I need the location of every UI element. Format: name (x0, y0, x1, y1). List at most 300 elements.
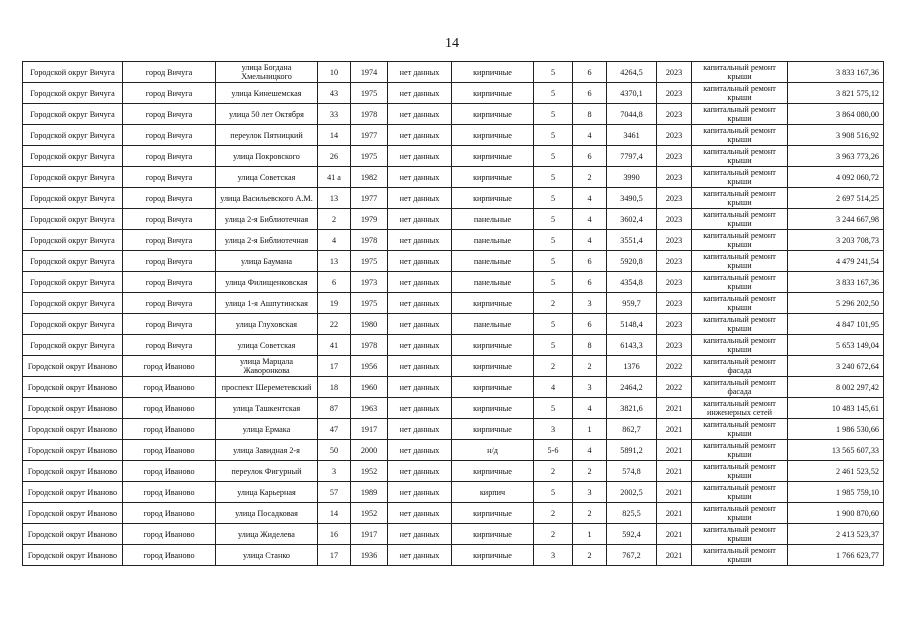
cost-cell: 3 833 167,36 (788, 62, 884, 83)
status-cell: нет данных (388, 461, 452, 482)
wall-material-cell: н/д (452, 440, 534, 461)
area-cell: 1376 (607, 356, 657, 377)
wall-material-cell: кирпичные (452, 62, 534, 83)
municipality-cell: Городской округ Иваново (23, 377, 123, 398)
housing-repair-table (22, 61, 884, 566)
house-number-cell: 57 (318, 482, 351, 503)
repair-year-cell: 2023 (657, 251, 692, 272)
house-number-cell: 18 (318, 377, 351, 398)
repair-year-cell: 2023 (657, 125, 692, 146)
floors-cell: 2 (534, 524, 573, 545)
floors-cell: 4 (534, 377, 573, 398)
house-number-cell: 43 (318, 83, 351, 104)
floors-cell: 5-6 (534, 440, 573, 461)
repair-year-cell: 2023 (657, 83, 692, 104)
cost-cell: 10 483 145,61 (788, 398, 884, 419)
municipality-cell: Городской округ Иваново (23, 461, 123, 482)
year-built-cell: 1979 (351, 209, 388, 230)
repair-year-cell: 2021 (657, 440, 692, 461)
repair-year-cell: 2021 (657, 482, 692, 503)
cost-cell: 2 413 523,37 (788, 524, 884, 545)
status-cell: нет данных (388, 482, 452, 503)
table-row (23, 125, 884, 146)
repair-year-cell: 2023 (657, 209, 692, 230)
street-cell: переулок Фигурный (216, 461, 318, 482)
status-cell: нет данных (388, 314, 452, 335)
floors-cell: 5 (534, 272, 573, 293)
repair-year-cell: 2023 (657, 335, 692, 356)
municipality-cell: Городской округ Иваново (23, 398, 123, 419)
work-type-cell: капитальный ремонт фасада (692, 377, 788, 398)
year-built-cell: 1952 (351, 461, 388, 482)
entrances-cell: 6 (573, 314, 607, 335)
area-cell: 2464,2 (607, 377, 657, 398)
house-number-cell: 17 (318, 356, 351, 377)
repair-year-cell: 2021 (657, 419, 692, 440)
repair-year-cell: 2023 (657, 314, 692, 335)
year-built-cell: 1978 (351, 230, 388, 251)
area-cell: 825,5 (607, 503, 657, 524)
year-built-cell: 1952 (351, 503, 388, 524)
entrances-cell: 2 (573, 503, 607, 524)
locality-cell: город Иваново (123, 377, 216, 398)
wall-material-cell: кирпичные (452, 188, 534, 209)
wall-material-cell: кирпичные (452, 524, 534, 545)
locality-cell: город Иваново (123, 503, 216, 524)
year-built-cell: 1975 (351, 293, 388, 314)
cost-cell: 3 908 516,92 (788, 125, 884, 146)
house-number-cell: 41 а (318, 167, 351, 188)
work-type-cell: капитальный ремонт крыши (692, 251, 788, 272)
locality-cell: город Вичуга (123, 125, 216, 146)
street-cell: улица Баумана (216, 251, 318, 272)
municipality-cell: Городской округ Иваново (23, 524, 123, 545)
area-cell: 2002,5 (607, 482, 657, 503)
year-built-cell: 1977 (351, 188, 388, 209)
locality-cell: город Иваново (123, 419, 216, 440)
work-type-cell: капитальный ремонт крыши (692, 83, 788, 104)
entrances-cell: 2 (573, 167, 607, 188)
repair-year-cell: 2021 (657, 398, 692, 419)
status-cell: нет данных (388, 356, 452, 377)
area-cell: 4370,1 (607, 83, 657, 104)
cost-cell: 1 985 759,10 (788, 482, 884, 503)
municipality-cell: Городской округ Вичуга (23, 251, 123, 272)
street-cell: улица Советская (216, 335, 318, 356)
wall-material-cell: кирпичные (452, 419, 534, 440)
table-row (23, 230, 884, 251)
status-cell: нет данных (388, 125, 452, 146)
wall-material-cell: кирпичные (452, 398, 534, 419)
year-built-cell: 1978 (351, 104, 388, 125)
wall-material-cell: панельные (452, 209, 534, 230)
house-number-cell: 16 (318, 524, 351, 545)
repair-year-cell: 2023 (657, 104, 692, 125)
area-cell: 4354,8 (607, 272, 657, 293)
work-type-cell: капитальный ремонт крыши (692, 314, 788, 335)
year-built-cell: 1975 (351, 251, 388, 272)
table-row (23, 503, 884, 524)
municipality-cell: Городской округ Вичуга (23, 146, 123, 167)
house-number-cell: 14 (318, 503, 351, 524)
area-cell: 959,7 (607, 293, 657, 314)
table-row (23, 146, 884, 167)
floors-cell: 5 (534, 62, 573, 83)
table-row (23, 545, 884, 566)
street-cell: улица Карьерная (216, 482, 318, 503)
work-type-cell: капитальный ремонт крыши (692, 272, 788, 293)
wall-material-cell: кирпичные (452, 377, 534, 398)
area-cell: 862,7 (607, 419, 657, 440)
cost-cell: 2 461 523,52 (788, 461, 884, 482)
street-cell: улица 2-я Библиотечная (216, 230, 318, 251)
municipality-cell: Городской округ Вичуга (23, 104, 123, 125)
table-row (23, 398, 884, 419)
status-cell: нет данных (388, 62, 452, 83)
work-type-cell: капитальный ремонт крыши (692, 209, 788, 230)
floors-cell: 3 (534, 545, 573, 566)
cost-cell: 3 203 708,73 (788, 230, 884, 251)
municipality-cell: Городской округ Иваново (23, 356, 123, 377)
cost-cell: 4 479 241,54 (788, 251, 884, 272)
area-cell: 3602,4 (607, 209, 657, 230)
work-type-cell: капитальный ремонт крыши (692, 545, 788, 566)
locality-cell: город Вичуга (123, 104, 216, 125)
wall-material-cell: кирпичные (452, 83, 534, 104)
municipality-cell: Городской округ Вичуга (23, 293, 123, 314)
house-number-cell: 47 (318, 419, 351, 440)
status-cell: нет данных (388, 83, 452, 104)
area-cell: 574,8 (607, 461, 657, 482)
entrances-cell: 4 (573, 125, 607, 146)
work-type-cell: капитальный ремонт инженерных сетей (692, 398, 788, 419)
wall-material-cell: кирпичные (452, 146, 534, 167)
entrances-cell: 8 (573, 335, 607, 356)
entrances-cell: 6 (573, 272, 607, 293)
municipality-cell: Городской округ Иваново (23, 482, 123, 503)
status-cell: нет данных (388, 293, 452, 314)
house-number-cell: 2 (318, 209, 351, 230)
repair-year-cell: 2023 (657, 62, 692, 83)
house-number-cell: 22 (318, 314, 351, 335)
street-cell: улица Покровского (216, 146, 318, 167)
municipality-cell: Городской округ Вичуга (23, 272, 123, 293)
house-number-cell: 17 (318, 545, 351, 566)
municipality-cell: Городской округ Вичуга (23, 209, 123, 230)
cost-cell: 5 296 202,50 (788, 293, 884, 314)
locality-cell: город Вичуга (123, 251, 216, 272)
entrances-cell: 6 (573, 251, 607, 272)
status-cell: нет данных (388, 230, 452, 251)
floors-cell: 5 (534, 104, 573, 125)
municipality-cell: Городской округ Иваново (23, 440, 123, 461)
street-cell: улица 2-я Библиотечная (216, 209, 318, 230)
municipality-cell: Городской округ Вичуга (23, 167, 123, 188)
locality-cell: город Вичуга (123, 167, 216, 188)
table-row (23, 272, 884, 293)
street-cell: улица Станко (216, 545, 318, 566)
locality-cell: город Вичуга (123, 209, 216, 230)
repair-year-cell: 2023 (657, 230, 692, 251)
year-built-cell: 1936 (351, 545, 388, 566)
municipality-cell: Городской округ Вичуга (23, 83, 123, 104)
status-cell: нет данных (388, 377, 452, 398)
area-cell: 3551,4 (607, 230, 657, 251)
year-built-cell: 1975 (351, 83, 388, 104)
entrances-cell: 3 (573, 377, 607, 398)
table-row (23, 335, 884, 356)
work-type-cell: капитальный ремонт крыши (692, 335, 788, 356)
wall-material-cell: кирпич (452, 482, 534, 503)
floors-cell: 5 (534, 398, 573, 419)
page-number: 14 (445, 36, 459, 51)
cost-cell: 3 833 167,36 (788, 272, 884, 293)
street-cell: улица 50 лет Октября (216, 104, 318, 125)
street-cell: улица Кинешемская (216, 83, 318, 104)
table-row (23, 188, 884, 209)
year-built-cell: 2000 (351, 440, 388, 461)
house-number-cell: 26 (318, 146, 351, 167)
cost-cell: 8 002 297,42 (788, 377, 884, 398)
floors-cell: 5 (534, 251, 573, 272)
table-row (23, 293, 884, 314)
street-cell: улица Богдана Хмельницкого (216, 62, 318, 83)
area-cell: 3490,5 (607, 188, 657, 209)
street-cell: улица Завидная 2-я (216, 440, 318, 461)
table-row (23, 62, 884, 83)
work-type-cell: капитальный ремонт крыши (692, 167, 788, 188)
status-cell: нет данных (388, 440, 452, 461)
status-cell: нет данных (388, 524, 452, 545)
floors-cell: 5 (534, 209, 573, 230)
entrances-cell: 6 (573, 83, 607, 104)
street-cell: улица Жиделева (216, 524, 318, 545)
wall-material-cell: кирпичные (452, 125, 534, 146)
street-cell: улица Ташкентская (216, 398, 318, 419)
repair-year-cell: 2021 (657, 524, 692, 545)
work-type-cell: капитальный ремонт крыши (692, 419, 788, 440)
table-row (23, 83, 884, 104)
floors-cell: 2 (534, 461, 573, 482)
floors-cell: 2 (534, 503, 573, 524)
locality-cell: город Иваново (123, 545, 216, 566)
street-cell: улица Советская (216, 167, 318, 188)
work-type-cell: капитальный ремонт крыши (692, 440, 788, 461)
table-row (23, 482, 884, 503)
entrances-cell: 4 (573, 440, 607, 461)
street-cell: улица Посадковая (216, 503, 318, 524)
wall-material-cell: кирпичные (452, 293, 534, 314)
house-number-cell: 14 (318, 125, 351, 146)
wall-material-cell: панельные (452, 272, 534, 293)
floors-cell: 5 (534, 167, 573, 188)
house-number-cell: 4 (318, 230, 351, 251)
locality-cell: город Вичуга (123, 335, 216, 356)
floors-cell: 5 (534, 314, 573, 335)
table-row (23, 440, 884, 461)
wall-material-cell: кирпичные (452, 104, 534, 125)
locality-cell: город Иваново (123, 440, 216, 461)
table-body (23, 62, 884, 566)
status-cell: нет данных (388, 188, 452, 209)
year-built-cell: 1917 (351, 419, 388, 440)
locality-cell: город Иваново (123, 461, 216, 482)
wall-material-cell: панельные (452, 314, 534, 335)
locality-cell: город Вичуга (123, 230, 216, 251)
area-cell: 4264,5 (607, 62, 657, 83)
year-built-cell: 1989 (351, 482, 388, 503)
cost-cell: 3 240 672,64 (788, 356, 884, 377)
cost-cell: 13 565 607,33 (788, 440, 884, 461)
entrances-cell: 4 (573, 230, 607, 251)
area-cell: 7044,8 (607, 104, 657, 125)
repair-year-cell: 2021 (657, 503, 692, 524)
status-cell: нет данных (388, 398, 452, 419)
status-cell: нет данных (388, 104, 452, 125)
locality-cell: город Вичуга (123, 314, 216, 335)
year-built-cell: 1960 (351, 377, 388, 398)
entrances-cell: 3 (573, 482, 607, 503)
street-cell: проспект Шереметевский (216, 377, 318, 398)
street-cell: улица Глуховская (216, 314, 318, 335)
status-cell: нет данных (388, 272, 452, 293)
area-cell: 767,2 (607, 545, 657, 566)
house-number-cell: 41 (318, 335, 351, 356)
locality-cell: город Иваново (123, 524, 216, 545)
area-cell: 3821,6 (607, 398, 657, 419)
status-cell: нет данных (388, 545, 452, 566)
house-number-cell: 3 (318, 461, 351, 482)
entrances-cell: 3 (573, 293, 607, 314)
entrances-cell: 2 (573, 356, 607, 377)
cost-cell: 4 092 060,72 (788, 167, 884, 188)
repair-year-cell: 2023 (657, 146, 692, 167)
entrances-cell: 2 (573, 545, 607, 566)
wall-material-cell: кирпичные (452, 167, 534, 188)
floors-cell: 5 (534, 335, 573, 356)
cost-cell: 1 900 870,60 (788, 503, 884, 524)
work-type-cell: капитальный ремонт крыши (692, 461, 788, 482)
work-type-cell: капитальный ремонт крыши (692, 482, 788, 503)
year-built-cell: 1973 (351, 272, 388, 293)
work-type-cell: капитальный ремонт крыши (692, 104, 788, 125)
floors-cell: 5 (534, 230, 573, 251)
area-cell: 592,4 (607, 524, 657, 545)
entrances-cell: 4 (573, 398, 607, 419)
repair-year-cell: 2023 (657, 293, 692, 314)
year-built-cell: 1977 (351, 125, 388, 146)
entrances-cell: 2 (573, 461, 607, 482)
floors-cell: 5 (534, 146, 573, 167)
wall-material-cell: кирпичные (452, 335, 534, 356)
street-cell: улица Филищенковская (216, 272, 318, 293)
entrances-cell: 4 (573, 209, 607, 230)
table-row (23, 104, 884, 125)
year-built-cell: 1978 (351, 335, 388, 356)
locality-cell: город Вичуга (123, 83, 216, 104)
wall-material-cell: кирпичные (452, 545, 534, 566)
locality-cell: город Вичуга (123, 188, 216, 209)
year-built-cell: 1974 (351, 62, 388, 83)
municipality-cell: Городской округ Иваново (23, 419, 123, 440)
area-cell: 3461 (607, 125, 657, 146)
work-type-cell: капитальный ремонт крыши (692, 188, 788, 209)
table-row (23, 356, 884, 377)
year-built-cell: 1917 (351, 524, 388, 545)
year-built-cell: 1975 (351, 146, 388, 167)
repair-year-cell: 2022 (657, 356, 692, 377)
wall-material-cell: кирпичные (452, 503, 534, 524)
work-type-cell: капитальный ремонт крыши (692, 293, 788, 314)
municipality-cell: Городской округ Вичуга (23, 230, 123, 251)
wall-material-cell: панельные (452, 251, 534, 272)
municipality-cell: Городской округ Вичуга (23, 314, 123, 335)
year-built-cell: 1963 (351, 398, 388, 419)
year-built-cell: 1956 (351, 356, 388, 377)
table-row (23, 209, 884, 230)
entrances-cell: 8 (573, 104, 607, 125)
table-row (23, 251, 884, 272)
work-type-cell: капитальный ремонт крыши (692, 230, 788, 251)
table-row (23, 377, 884, 398)
locality-cell: город Вичуга (123, 62, 216, 83)
area-cell: 6143,3 (607, 335, 657, 356)
street-cell: улица Ермака (216, 419, 318, 440)
municipality-cell: Городской округ Вичуга (23, 335, 123, 356)
table-row (23, 419, 884, 440)
table-row (23, 167, 884, 188)
municipality-cell: Городской округ Вичуга (23, 62, 123, 83)
status-cell: нет данных (388, 146, 452, 167)
entrances-cell: 6 (573, 146, 607, 167)
wall-material-cell: панельные (452, 230, 534, 251)
street-cell: улица Васильевского А.М. (216, 188, 318, 209)
entrances-cell: 6 (573, 62, 607, 83)
status-cell: нет данных (388, 419, 452, 440)
house-number-cell: 87 (318, 398, 351, 419)
status-cell: нет данных (388, 209, 452, 230)
cost-cell: 3 963 773,26 (788, 146, 884, 167)
locality-cell: город Вичуга (123, 272, 216, 293)
cost-cell: 4 847 101,95 (788, 314, 884, 335)
cost-cell: 1 766 623,77 (788, 545, 884, 566)
work-type-cell: капитальный ремонт крыши (692, 503, 788, 524)
area-cell: 3990 (607, 167, 657, 188)
wall-material-cell: кирпичные (452, 356, 534, 377)
repair-year-cell: 2021 (657, 545, 692, 566)
area-cell: 5920,8 (607, 251, 657, 272)
work-type-cell: капитальный ремонт фасада (692, 356, 788, 377)
floors-cell: 2 (534, 293, 573, 314)
area-cell: 5891,2 (607, 440, 657, 461)
repair-year-cell: 2022 (657, 377, 692, 398)
entrances-cell: 1 (573, 419, 607, 440)
municipality-cell: Городской округ Иваново (23, 503, 123, 524)
repair-year-cell: 2023 (657, 272, 692, 293)
floors-cell: 5 (534, 188, 573, 209)
repair-year-cell: 2023 (657, 167, 692, 188)
street-cell: улица 1-я Ашпутинская (216, 293, 318, 314)
house-number-cell: 19 (318, 293, 351, 314)
status-cell: нет данных (388, 167, 452, 188)
locality-cell: город Вичуга (123, 293, 216, 314)
floors-cell: 5 (534, 482, 573, 503)
year-built-cell: 1980 (351, 314, 388, 335)
house-number-cell: 13 (318, 188, 351, 209)
floors-cell: 5 (534, 125, 573, 146)
cost-cell: 2 697 514,25 (788, 188, 884, 209)
cost-cell: 1 986 530,66 (788, 419, 884, 440)
